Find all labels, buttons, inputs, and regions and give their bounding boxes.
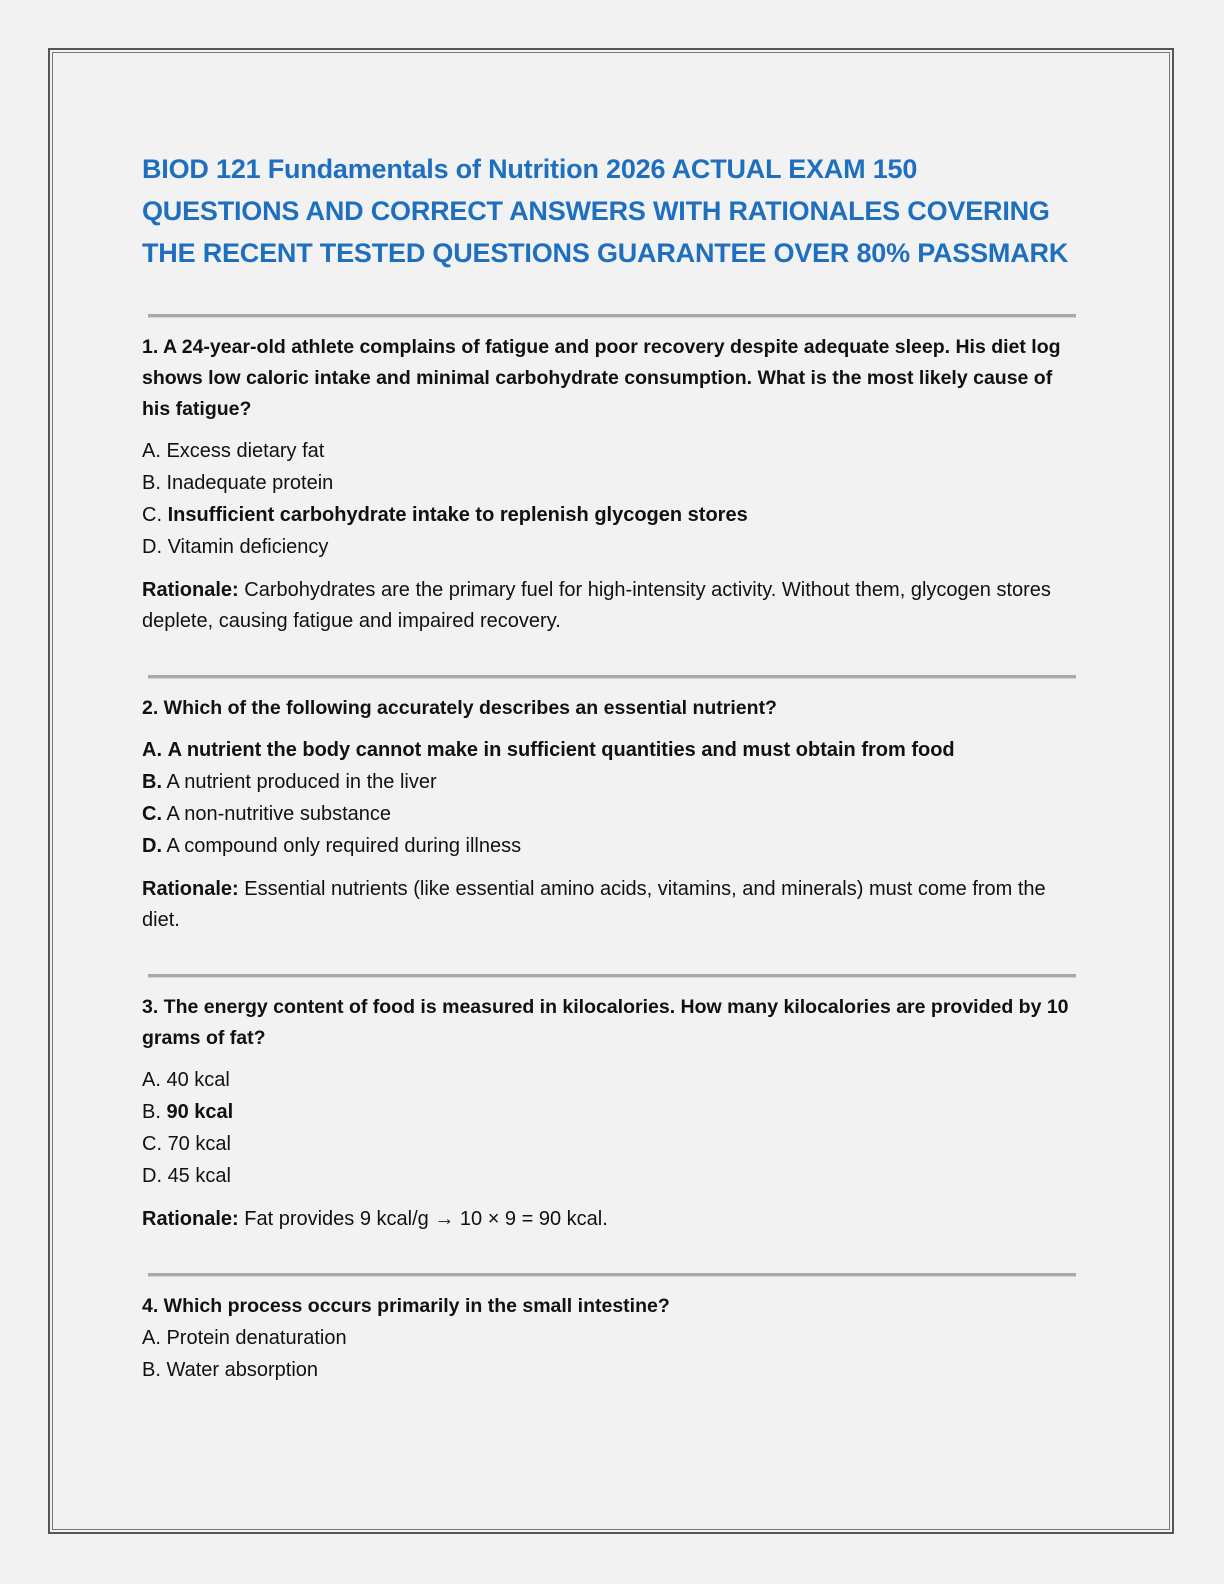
title-line: QUESTIONS AND CORRECT ANSWERS WITH RATIONALES COVERING (142, 196, 1050, 226)
question-1 (142, 318, 1082, 637)
question-text: 4. Which process occurs primarily in the small intestine? (142, 1295, 670, 1317)
option-c: C. A non-nutritive substance (142, 803, 392, 825)
question-3 (142, 978, 1082, 1235)
question-4 (142, 1277, 1082, 1386)
question-text: 3. The energy content of food is measured in kilocalories. How many kilocalories are provided by 10 grams of fat? (142, 996, 1069, 1049)
option-b: B. Water absorption (142, 1359, 319, 1381)
option-b-correct: B. 90 kcal (142, 1101, 234, 1123)
question-text: 1. A 24-year-old athlete complains of fatigue and poor recovery despite adequate sleep. His diet log shows low caloric intake and minimal carbohydrate consumption. What is the most likely cause of his fatigue? (142, 336, 1061, 420)
option-b: B. A nutrient produced in the liver (142, 771, 437, 793)
option-c: C. 70 kcal (142, 1133, 231, 1155)
option-a-correct: A. A nutrient the body cannot make in sufficient quantities and must obtain from food (142, 739, 955, 761)
option-d: D. Vitamin deficiency (142, 536, 329, 558)
title-line: THE RECENT TESTED QUESTIONS GUARANTEE OVER 80% PASSMARK (142, 238, 1069, 268)
rationale: Rationale: Essential nutrients (like essential amino acids, vitamins, and minerals) must come from the diet. (142, 878, 1046, 931)
question-text: 2. Which of the following accurately describes an essential nutrient? (142, 697, 777, 719)
option-a: A. Excess dietary fat (142, 440, 325, 462)
option-a: A. 40 kcal (142, 1069, 230, 1091)
question-2 (142, 679, 1082, 936)
option-a: A. Protein denaturation (142, 1327, 347, 1349)
title-line: BIOD 121 Fundamentals of Nutrition 2026 ACTUAL EXAM 150 (142, 154, 918, 184)
option-d: D. 45 kcal (142, 1165, 231, 1187)
document-body (142, 148, 1082, 1386)
option-c-correct: C. Insufficient carbohydrate intake to replenish glycogen stores (142, 504, 748, 526)
rationale: Rationale: Fat provides 9 kcal/g → 10 × 9 = 90 kcal. (142, 1208, 608, 1230)
document-title (142, 148, 1082, 274)
rationale: Rationale: Carbohydrates are the primary fuel for high-intensity activity. Without them, glycogen stores deplete, causing fatigue and impaired recovery. (142, 579, 1051, 632)
option-b: B. Inadequate protein (142, 472, 334, 494)
option-d: D. A compound only required during illness (142, 835, 522, 857)
